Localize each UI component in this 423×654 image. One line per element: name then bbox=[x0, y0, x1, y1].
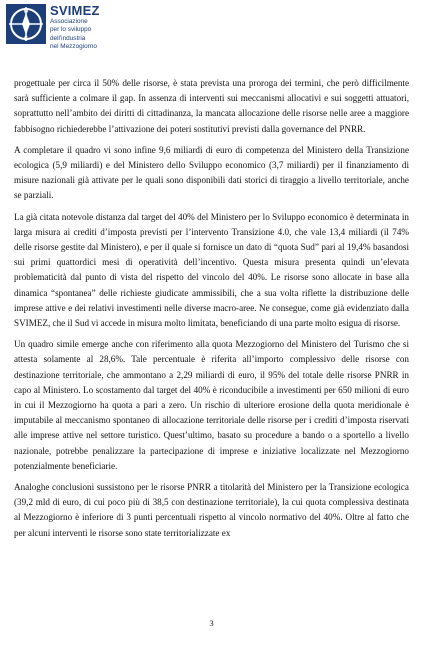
logo-letter-n: N bbox=[23, 8, 29, 15]
brand-line-1: Associazione bbox=[50, 18, 88, 25]
document-body bbox=[14, 76, 409, 547]
paragraph-4: Un quadro simile emerge anche con riferimento alla quota Mezzogiorno del Ministero del Turismo che si attesta solamente al 28,6%. Tale percentuale è riferita all’importo complessivo delle risorse con destinazione territoriale, che ammontano a 2,29 miliardi di euro, il 95% del totale delle risorse PNRR in capo al Ministero. Lo scostamento dal target del 40% è riconducibile a investimenti per 650 milioni di euro in cui il Mezzogiorno ha quota a pari a zero. Un rischio di ulteriore erosione della quota meridionale è imputabile al meccanismo spontaneo di allocazione territoriale delle risorse per i crediti d’imposta riservati alle imprese attive nel settore turistico. Quest’ultimo, basato su procedure a bando o a sportello a livello nazionale, potrebbe penalizzare la partecipazione di imprese e iniziative localizzate nel Mezzogiorno potenzialmente beneficiarie. bbox=[14, 339, 409, 471]
brand-line-3: dell'industria bbox=[50, 34, 86, 42]
paragraph-2: A completare il quadro vi sono infine 9,6 miliardi di euro di competenza del Ministero della Transizione ecologica (5,9 miliardi) e del Ministero dello Sviluppo economico (3,7 miliardi) per il finanziamento di misure nazionali già attivate per le quali sono disponibili dati storici di tiraggio a livello territoriale, anche se parziali. bbox=[14, 144, 409, 201]
brand-name: SVIMEZ bbox=[50, 3, 100, 18]
page-number: 3 bbox=[209, 618, 214, 628]
brand-block bbox=[50, 4, 100, 51]
brand-line-2: per lo sviluppo bbox=[50, 26, 92, 34]
document-header bbox=[6, 4, 100, 51]
brand-line-4: nel Mezzogiorno bbox=[50, 43, 97, 51]
logo-letter-s: S bbox=[23, 36, 29, 43]
paragraph-1: progettuale per circa il 50% delle risorse, è stata prevista una proroga dei termini, che però difficilmente sarà sufficiente a colmare il gap. In assenza di interventi sui meccanismi allocativi e sui soggetti attuatori, soprattutto nell’ambito dei diritti di cittadinanza, la mancata allocazione delle risorse nelle aree a maggiore fabbisogno richiederebbe l’attivazione dei poteri sostitutivi previsti dalla governance del PNRR. bbox=[14, 78, 409, 134]
svimez-logo-icon bbox=[6, 4, 46, 44]
paragraph-5: Analoghe conclusioni sussistono per le risorse PNRR a titolarità del Ministero per la Transizione ecologica (39,2 mld di euro, di cui poco più di 38,5 con destinazione territoriale), la cui quota complessiva destinata al Mezzogiorno è inferiore di 3 punti percentuali rispetto al vincolo normativo del 40%. Oltre al fatto che per alcuni interventi le risorse sono state territorializzate ex bbox=[14, 482, 409, 538]
paragraph-3: La già citata notevole distanza dal target del 40% del Ministero per lo Sviluppo economico è determinata in larga misura ai crediti d’imposta previsti per l’intervento Transizione 4.0, che vale 13,4 miliardi (il 74% delle risorse gestite dal Ministero), e per il quale si fornisce un dato di “quota Sud” pari al 19,4% basandosi sui primi quattordici mesi di operatività dell’incentivo. Questa misura presenta quindi un’elevata problematicità dal punto di vista del rispetto del vincolo del 40%. Le risorse sono allocate in base alla dinamica “spontanea” delle richieste giudicate ammissibili, che a sua volta riflette la distribuzione delle imprese attive e dei relativi investimenti nelle diverse macro-aree. Ne consegue, come già evidenziato dalla SVIMEZ, che il Sud vi accede in misura molto limitata, beneficiando di una parte molto esigua di risorse. bbox=[14, 211, 409, 329]
